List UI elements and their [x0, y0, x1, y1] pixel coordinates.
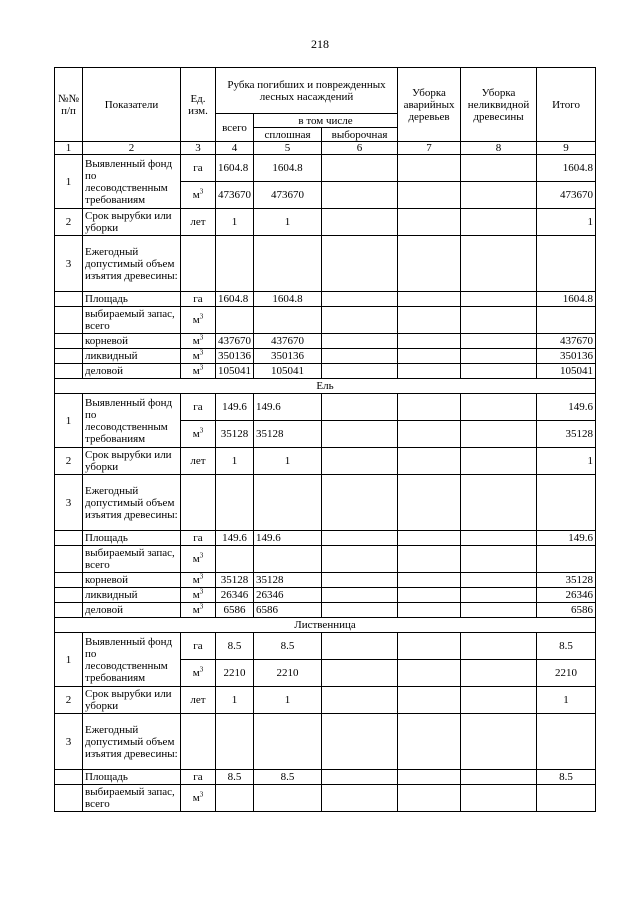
row-number: 1	[55, 394, 83, 448]
table-row	[55, 155, 596, 182]
header-selective: выборочная	[322, 128, 398, 142]
table-row	[55, 770, 596, 785]
total-cell: 8.5	[216, 770, 254, 785]
section-header	[55, 379, 596, 394]
total-cell: 1604.8	[216, 292, 254, 307]
result-cell: 473670	[537, 182, 596, 209]
col-number: 7	[398, 142, 461, 155]
section-title: Ель	[55, 379, 596, 394]
unit-cell: га	[181, 292, 216, 307]
result-cell: 1	[537, 448, 596, 475]
table-row	[55, 349, 596, 364]
total-cell: 1604.8	[216, 155, 254, 182]
unit-cell: га	[181, 633, 216, 660]
unit-cell: $м^3$	[181, 182, 216, 209]
header-clear: сплошная	[254, 128, 322, 142]
header-emergency: Уборка аварийных деревьев	[398, 68, 461, 142]
clear-cell: 1604.8	[254, 155, 322, 182]
table-row	[55, 588, 596, 603]
result-cell: 1604.8	[537, 292, 596, 307]
total-cell: 1	[216, 209, 254, 236]
result-cell: 8.5	[537, 770, 596, 785]
clear-cell: 473670	[254, 182, 322, 209]
row-number: 3	[55, 714, 83, 770]
table-row	[55, 448, 596, 475]
table-row	[55, 307, 596, 334]
header-result: Итого	[537, 68, 596, 142]
header-row	[55, 68, 596, 114]
clear-cell: 8.5	[254, 633, 322, 660]
page-number: 218	[311, 37, 329, 51]
col-number: 6	[322, 142, 398, 155]
result-cell: 6586	[537, 603, 596, 618]
table-row	[55, 334, 596, 349]
unit-cell: лет	[181, 687, 216, 714]
unit-cell: $м^3$	[181, 307, 216, 334]
clear-cell: 35128	[254, 573, 322, 588]
table-row	[55, 364, 596, 379]
header-total: всего	[216, 114, 254, 142]
total-cell: 8.5	[216, 633, 254, 660]
row-number: 3	[55, 236, 83, 292]
felling-table	[54, 67, 596, 812]
unit-cell: га	[181, 531, 216, 546]
result-cell: 350136	[537, 349, 596, 364]
unit-cell: лет	[181, 209, 216, 236]
row-number: 2	[55, 687, 83, 714]
col-number: 2	[83, 142, 181, 155]
row-label: Ежегодный допустимый объем изъятия древесины:	[83, 236, 181, 292]
header-including: в том числе	[254, 114, 398, 128]
col-number: 5	[254, 142, 322, 155]
result-cell: 105041	[537, 364, 596, 379]
total-cell: 1	[216, 448, 254, 475]
table-row	[55, 394, 596, 421]
row-label: Площадь	[83, 292, 181, 307]
header-felling: Рубка погибших и поврежденных лесных насаждений	[216, 68, 398, 114]
col-number: 1	[55, 142, 83, 155]
total-cell: 6586	[216, 603, 254, 618]
result-cell: 1604.8	[537, 155, 596, 182]
total-cell: 35128	[216, 573, 254, 588]
row-label: ликвидный	[83, 349, 181, 364]
row-label: Срок вырубки или уборки	[83, 448, 181, 475]
col-number: 3	[181, 142, 216, 155]
total-cell: 35128	[216, 421, 254, 448]
section-title: Лиственница	[55, 618, 596, 633]
unit-cell: $м^3$	[181, 603, 216, 618]
header-indicators: Показатели	[83, 68, 181, 142]
table-row	[55, 573, 596, 588]
row-label: ликвидный	[83, 588, 181, 603]
clear-cell: 8.5	[254, 770, 322, 785]
row-label: деловой	[83, 603, 181, 618]
header-num: №№ п/п	[55, 68, 83, 142]
row-number: 3	[55, 475, 83, 531]
row-label: Выявленный фонд по лесоводственным требованиям	[83, 155, 181, 209]
clear-cell: 6586	[254, 603, 322, 618]
col-number: 4	[216, 142, 254, 155]
clear-cell: 26346	[254, 588, 322, 603]
table-row	[55, 785, 596, 812]
clear-cell: 437670	[254, 334, 322, 349]
unit-cell: лет	[181, 448, 216, 475]
row-label: Ежегодный допустимый объем изъятия древесины:	[83, 714, 181, 770]
row-label: выбираемый запас, всего	[83, 546, 181, 573]
row-number: 1	[55, 155, 83, 209]
row-label: корневой	[83, 573, 181, 588]
header-unit: Ед. изм.	[181, 68, 216, 142]
table-row	[55, 603, 596, 618]
table-row	[55, 236, 596, 292]
row-label: Выявленный фонд по лесоводственным требованиям	[83, 633, 181, 687]
row-number: 2	[55, 209, 83, 236]
unit-cell: га	[181, 770, 216, 785]
result-cell: 437670	[537, 334, 596, 349]
result-cell: 35128	[537, 573, 596, 588]
table-row	[55, 687, 596, 714]
result-cell: 8.5	[537, 633, 596, 660]
unit-cell: $м^3$	[181, 364, 216, 379]
clear-cell: 1	[254, 687, 322, 714]
row-number: 1	[55, 633, 83, 687]
row-label: Срок вырубки или уборки	[83, 687, 181, 714]
row-number: 2	[55, 448, 83, 475]
row-label: Выявленный фонд по лесоводственным требованиям	[83, 394, 181, 448]
clear-cell: 2210	[254, 660, 322, 687]
result-cell: 149.6	[537, 531, 596, 546]
clear-cell: 35128	[254, 421, 322, 448]
total-cell: 1	[216, 687, 254, 714]
result-cell: 149.6	[537, 394, 596, 421]
clear-cell: 350136	[254, 349, 322, 364]
total-cell: 149.6	[216, 394, 254, 421]
col-number: 9	[537, 142, 596, 155]
unit-cell: $м^3$	[181, 588, 216, 603]
row-label: Ежегодный допустимый объем изъятия древесины:	[83, 475, 181, 531]
table-row	[55, 546, 596, 573]
total-cell: 105041	[216, 364, 254, 379]
clear-cell: 1604.8	[254, 292, 322, 307]
unit-cell: га	[181, 155, 216, 182]
clear-cell: 105041	[254, 364, 322, 379]
clear-cell: 149.6	[254, 531, 322, 546]
result-cell: 2210	[537, 660, 596, 687]
table-row	[55, 292, 596, 307]
row-label: деловой	[83, 364, 181, 379]
total-cell: 473670	[216, 182, 254, 209]
table-row	[55, 475, 596, 531]
col-number: 8	[461, 142, 537, 155]
total-cell: 437670	[216, 334, 254, 349]
total-cell: 26346	[216, 588, 254, 603]
unit-cell: $м^3$	[181, 421, 216, 448]
unit-cell: $м^3$	[181, 546, 216, 573]
unit-cell: га	[181, 394, 216, 421]
row-label: корневой	[83, 334, 181, 349]
unit-cell: $м^3$	[181, 349, 216, 364]
row-label: Площадь	[83, 770, 181, 785]
row-label: Срок вырубки или уборки	[83, 209, 181, 236]
row-label: выбираемый запас, всего	[83, 307, 181, 334]
section-header	[55, 618, 596, 633]
unit-cell: $м^3$	[181, 573, 216, 588]
result-cell: 1	[537, 687, 596, 714]
clear-cell: 149.6	[254, 394, 322, 421]
header-illiquid: Уборка неликвидной древесины	[461, 68, 537, 142]
total-cell: 2210	[216, 660, 254, 687]
table-row	[55, 633, 596, 660]
result-cell: 1	[537, 209, 596, 236]
column-numbers-row	[55, 142, 596, 155]
unit-cell: $м^3$	[181, 785, 216, 812]
table-row	[55, 714, 596, 770]
clear-cell: 1	[254, 448, 322, 475]
table-row	[55, 531, 596, 546]
result-cell: 35128	[537, 421, 596, 448]
row-label: выбираемый запас, всего	[83, 785, 181, 812]
total-cell: 149.6	[216, 531, 254, 546]
total-cell: 350136	[216, 349, 254, 364]
result-cell: 26346	[537, 588, 596, 603]
clear-cell: 1	[254, 209, 322, 236]
unit-cell: $м^3$	[181, 334, 216, 349]
table-row	[55, 209, 596, 236]
row-label: Площадь	[83, 531, 181, 546]
unit-cell: $м^3$	[181, 660, 216, 687]
